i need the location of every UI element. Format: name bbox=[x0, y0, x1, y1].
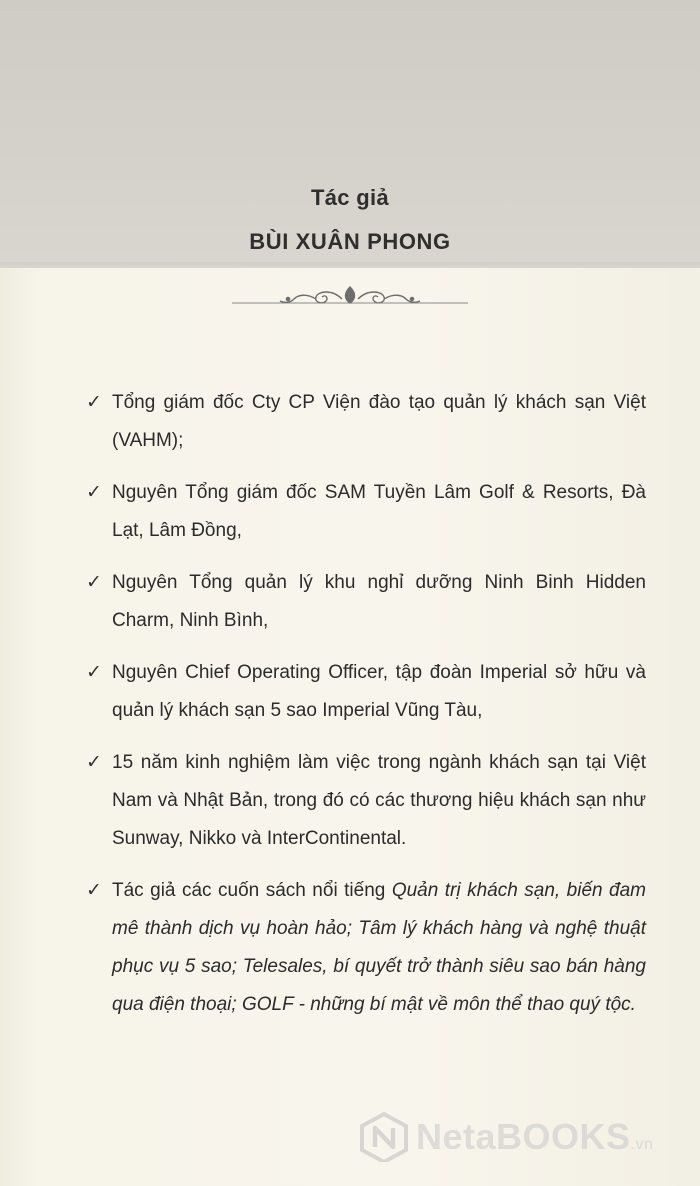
check-icon: ✓ bbox=[86, 392, 102, 413]
list-item bbox=[86, 564, 646, 640]
check-icon: ✓ bbox=[86, 752, 102, 773]
check-icon: ✓ bbox=[86, 662, 102, 683]
list-item-text: Nguyên Tổng quản lý khu nghỉ dưỡng Ninh Binh Hidden Charm, Ninh Bình, bbox=[112, 572, 646, 631]
watermark bbox=[360, 1108, 690, 1168]
list-item bbox=[86, 474, 646, 550]
header-band bbox=[0, 0, 700, 268]
list-item-text: 15 năm kinh nghiệm làm việc trong ngành khách sạn tại Việt Nam và Nhật Bản, trong đó có các thương hiệu khách sạn như Sunway, Nikko và InterContinental. bbox=[112, 752, 646, 849]
list-item-text: Nguyên Tổng giám đốc SAM Tuyền Lâm Golf & Resorts, Đà Lạt, Lâm Đồng, bbox=[112, 482, 646, 541]
author-label: Tác giả bbox=[311, 185, 389, 210]
book-titles: Quản trị khách sạn, biến đam mê thành dịch vụ hoàn hảo; Tâm lý khách hàng và nghệ thuật phục vụ 5 sao; Telesales, bí quyết trở thành siêu sao bán hàng qua điện thoại; GOLF - những bí mật về môn thể thao quý tộc. bbox=[112, 880, 647, 1015]
watermark-brand: NetaBOOKS bbox=[416, 1116, 631, 1157]
list-item bbox=[86, 744, 646, 858]
ornament-divider-icon bbox=[232, 281, 468, 311]
watermark-text bbox=[416, 1116, 653, 1158]
list-item bbox=[86, 872, 646, 1024]
list-item-prefix: Tác giả các cuốn sách nổi tiếng bbox=[112, 880, 392, 901]
check-icon: ✓ bbox=[86, 572, 102, 593]
list-item-text: Tổng giám đốc Cty CP Viện đào tạo quản lý khách sạn Việt (VAHM); bbox=[112, 392, 646, 451]
list-item bbox=[86, 384, 646, 460]
author-name: BÙI XUÂN PHONG bbox=[249, 229, 451, 254]
check-icon: ✓ bbox=[86, 482, 102, 503]
list-item bbox=[86, 654, 646, 730]
watermark-suffix: .vn bbox=[630, 1136, 654, 1153]
bio-list bbox=[86, 384, 646, 1038]
list-item-text: Nguyên Chief Operating Officer, tập đoàn Imperial sở hữu và quản lý khách sạn 5 sao Imperial Vũng Tàu, bbox=[112, 662, 646, 721]
netabooks-logo-icon bbox=[360, 1112, 408, 1162]
check-icon: ✓ bbox=[86, 880, 102, 901]
